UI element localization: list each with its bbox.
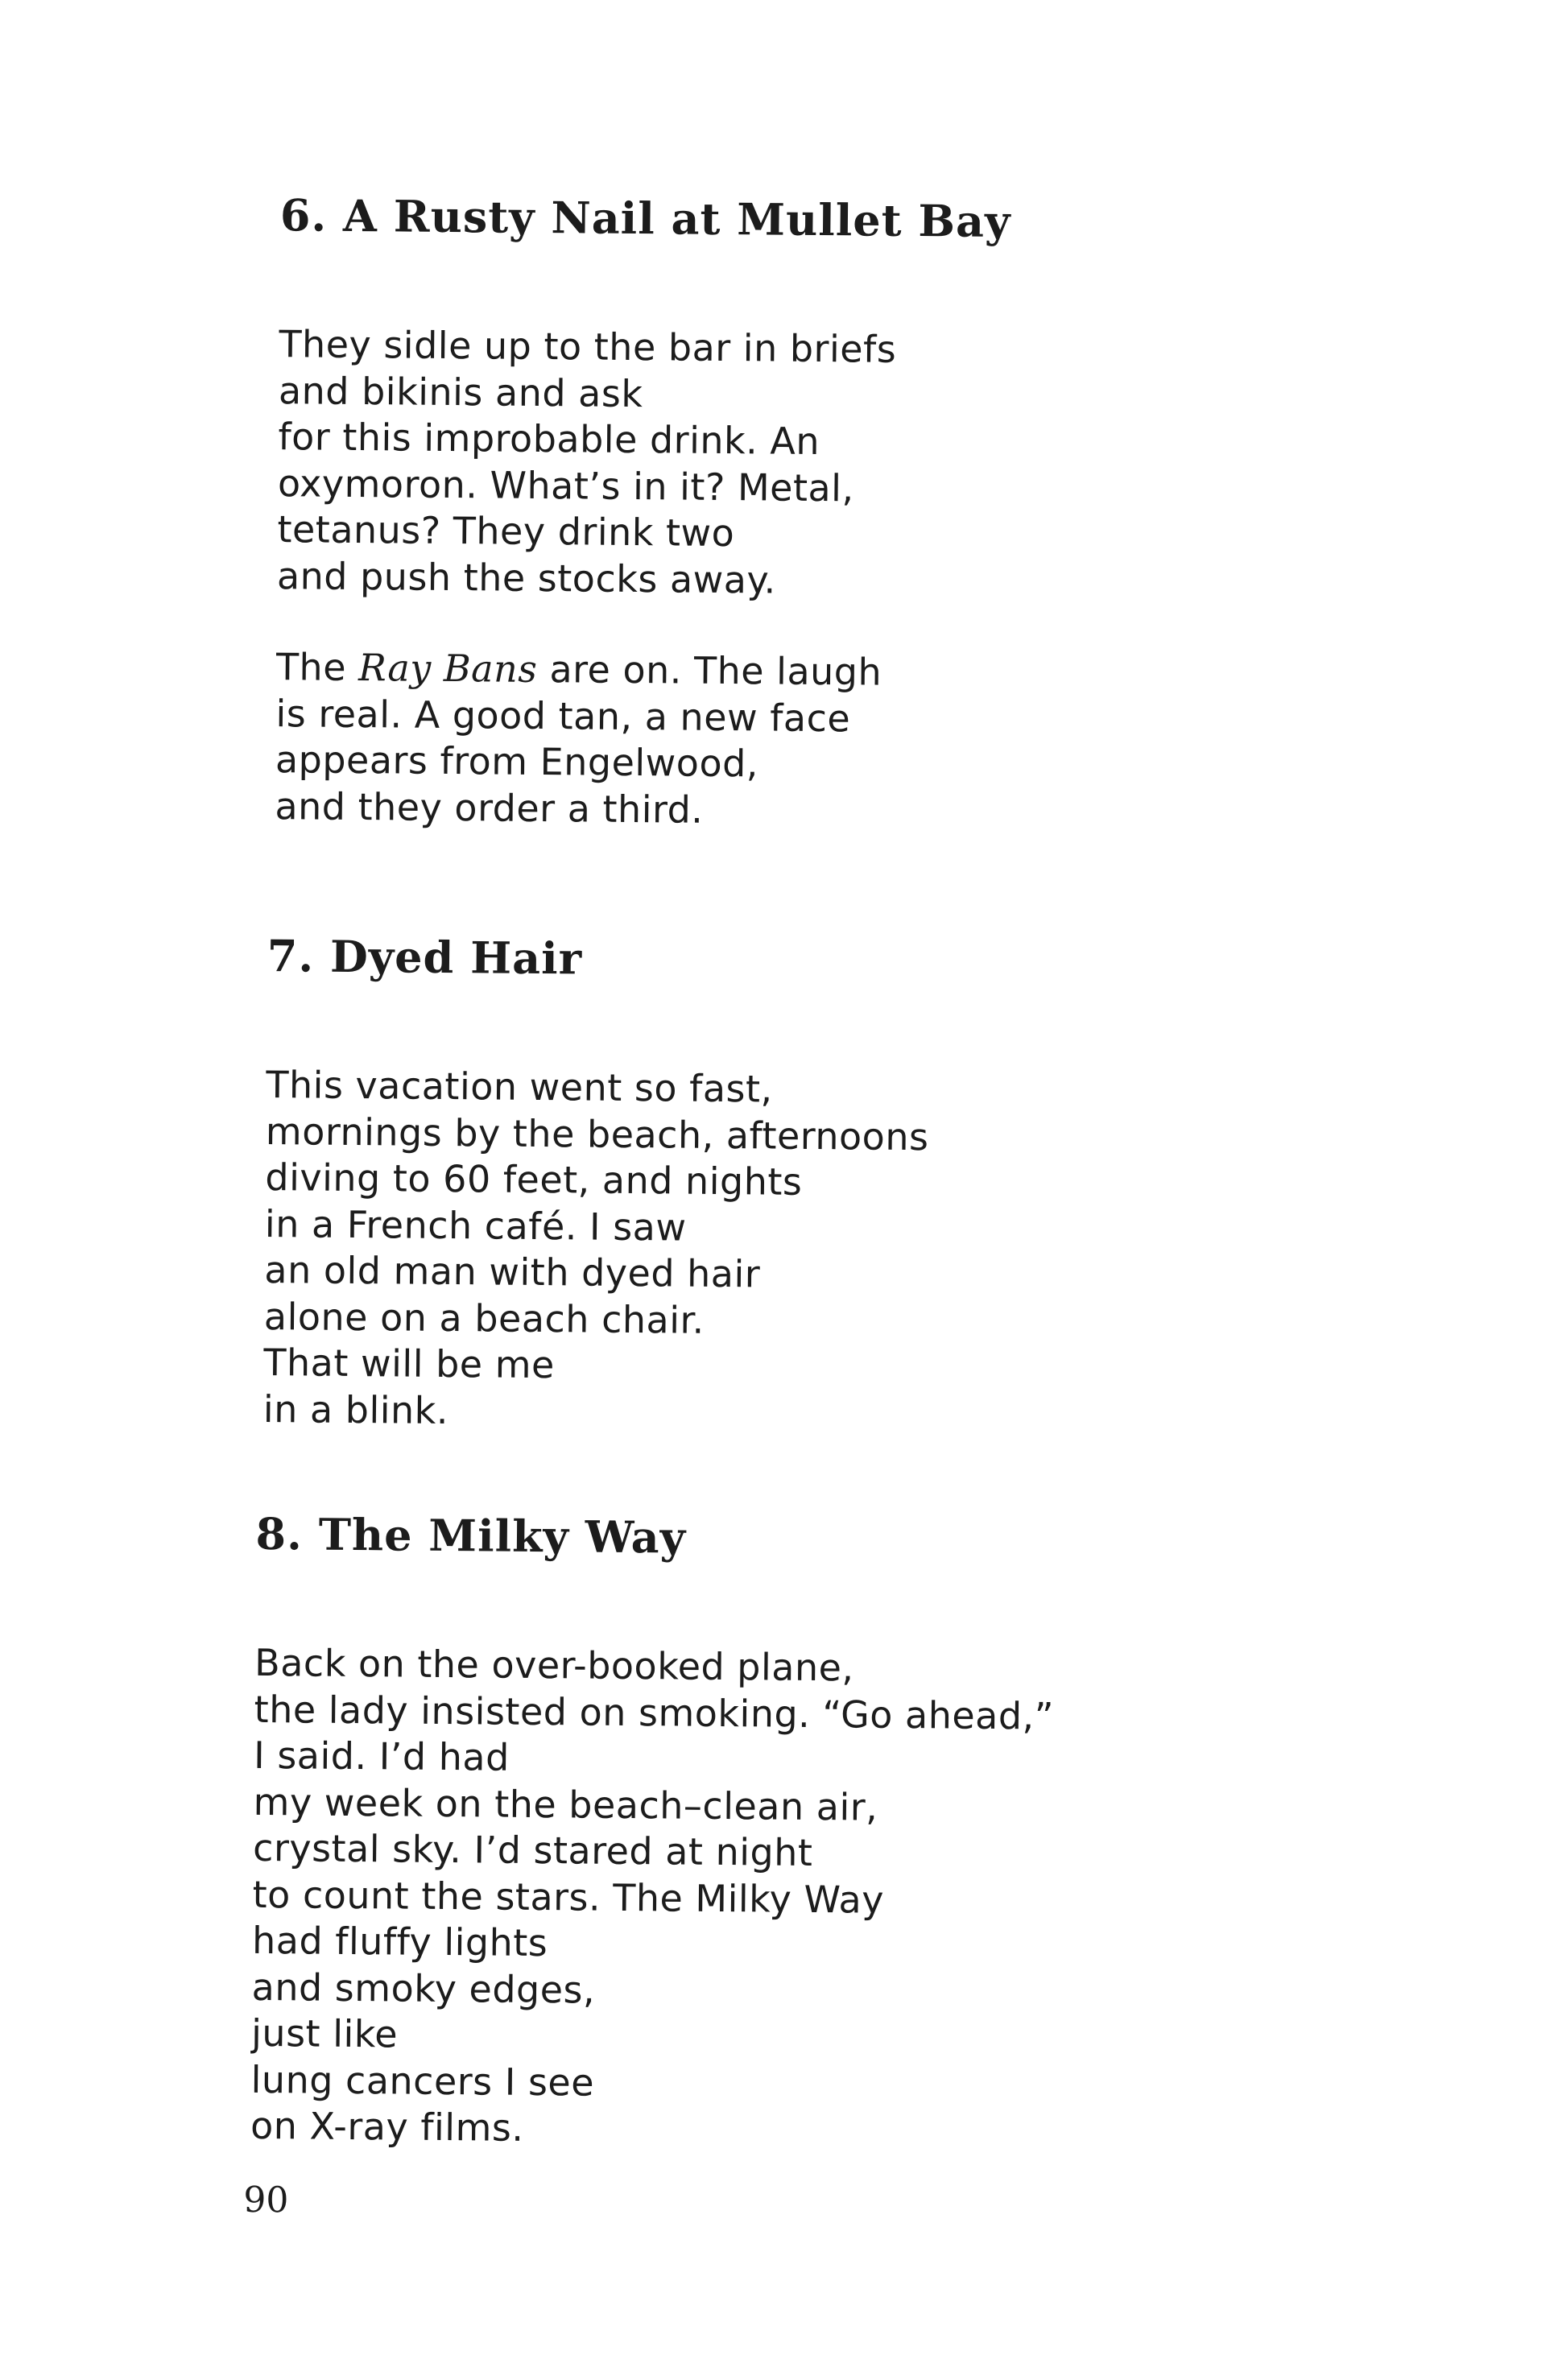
- poem-line: They sidle up to the bar in briefs: [279, 322, 897, 371]
- poem-line: in a blink.: [262, 1386, 449, 1432]
- poem-line: oxymoron. What’s in it? Metal,: [277, 461, 854, 510]
- poem-line: I said. I’d had: [253, 1733, 510, 1779]
- poem-rusty-nail: [275, 183, 1246, 837]
- poem-line: just like: [250, 2010, 399, 2056]
- poem-title: 7. Dyed Hair: [267, 930, 583, 985]
- stanza: [275, 644, 1242, 837]
- poem-line: and push the stocks away.: [276, 553, 776, 602]
- poem-dyed-hair: [263, 923, 1234, 1440]
- stanza: [250, 1640, 1221, 2158]
- italic-phrase: Ray Bans: [358, 646, 538, 691]
- poem-line: in a French café. I saw: [264, 1201, 687, 1250]
- poem-line: an old man with dyed hair: [264, 1248, 761, 1296]
- poem-title: 6. A Rusty Nail at Mullet Bay: [279, 189, 1011, 248]
- poem-line: mornings by the beach, afternoons: [265, 1109, 929, 1159]
- poem-line: is real. A good tan, a new face: [275, 691, 851, 740]
- poem-line: and bikinis and ask: [278, 368, 643, 415]
- poem-title: 8. The Milky Way: [255, 1507, 687, 1564]
- poem-line: Back on the over-booked plane,: [254, 1640, 854, 1690]
- poem-line: crystal sky. I’d stared at night: [252, 1825, 813, 1874]
- poem-line: and they order a third.: [275, 783, 704, 832]
- poem-line: That will be me: [263, 1341, 556, 1387]
- poem-line: for this improbable drink. An: [278, 415, 820, 463]
- stanza: [277, 321, 1246, 607]
- poem-line: on X-ray films.: [250, 2103, 524, 2150]
- poem-line: tetanus? They drink two: [277, 507, 735, 556]
- poem-line: to count the stars. The Milky Way: [252, 1872, 885, 1922]
- poem-line: and smoky edges,: [251, 1965, 596, 2012]
- stanza: [263, 1062, 1233, 1440]
- poem-line: the lady insisted on smoking. “Go ahead,”: [254, 1687, 1055, 1738]
- poem-line: had fluffy lights: [251, 1918, 548, 1965]
- poem-line: The Ray Bans are on. The laugh: [275, 645, 882, 694]
- poem-line: diving to 60 feet, and nights: [265, 1155, 803, 1204]
- poem-line: appears from Engelwood,: [275, 738, 759, 786]
- poem-milky-way: [250, 1502, 1222, 2158]
- poem-line: This vacation went so fast,: [266, 1063, 773, 1111]
- poem-line: my week on the beach–clean air,: [253, 1779, 878, 1829]
- poem-line: lung cancers I see: [250, 2057, 595, 2105]
- page-number: 90: [243, 2179, 289, 2221]
- poem-line: alone on a beach chair.: [263, 1294, 705, 1342]
